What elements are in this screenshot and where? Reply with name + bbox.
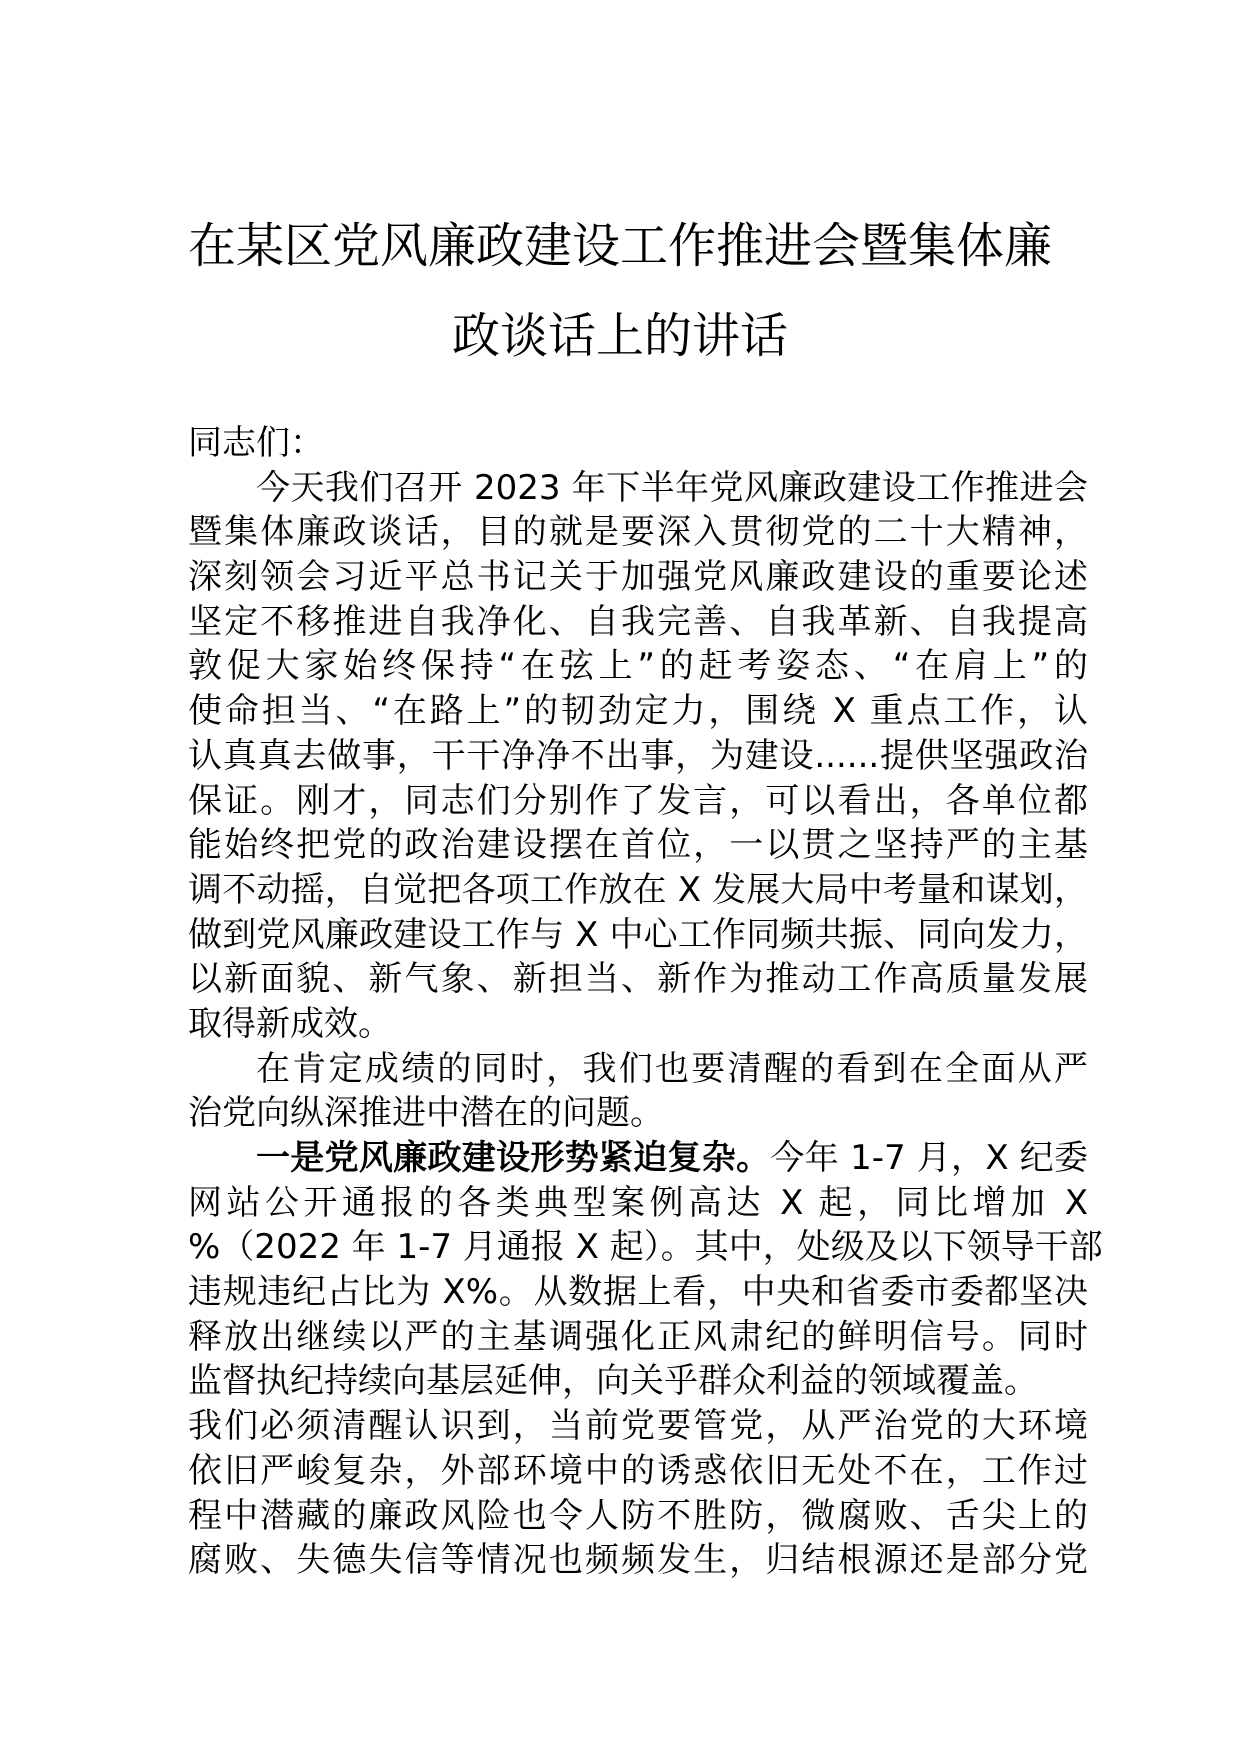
salutation: 同志们： (188, 423, 324, 463)
body-line: 在肯定成绩的同时，我们也要清醒的看到在全面从严 (256, 1048, 1088, 1089)
body-line: 坚定不移推进自我净化、自我完善、自我革新、自我提高 (188, 601, 1088, 642)
document-title-line-1: 在某区党风廉政建设工作推进会暨集体廉 (187, 218, 1052, 274)
point-one-line (188, 1136, 1088, 1181)
body-line: 做到党风廉政建设工作与 X 中心工作同频共振、同向发力， (188, 914, 1088, 955)
body-line: 程中潜藏的廉政风险也令人防不胜防，微腐败、舌尖上的 (188, 1495, 1088, 1536)
document-title-line-2: 政谈话上的讲话 (451, 308, 788, 364)
body-line: 深刻领会习近平总书记关于加强党风廉政建设的重要论述 (188, 557, 1088, 598)
body-line: 释放出继续以严的主基调强化正风肃纪的鲜明信号。同时 (188, 1316, 1088, 1357)
body-line: 腐败、失德失信等情况也频频发生，归结根源还是部分党 (188, 1540, 1088, 1581)
body-line: 使命担当、“在路上”的韧劲定力，围绕 X 重点工作，认 (188, 691, 1088, 732)
point-one-heading: 一是党风廉政建设形势紧迫复杂。 (256, 1138, 771, 1178)
body-line: 暨集体廉政谈话，目的就是要深入贯彻党的二十大精神， (188, 512, 1088, 553)
body-line: 网站公开通报的各类典型案例高达 X 起，同比增加 X (188, 1182, 1088, 1223)
body-line: 我们必须清醒认识到，当前党要管党，从严治党的大环境 (188, 1406, 1088, 1447)
body-line: 调不动摇，自觉把各项工作放在 X 发展大局中考量和谋划， (188, 869, 1088, 910)
body-line: 违规违纪占比为 X%。从数据上看，中央和省委市委都坚决 (188, 1272, 1088, 1313)
body-line: 今天我们召开 2023 年下半年党风廉政建设工作推进会 (256, 467, 1088, 508)
document-body (188, 421, 1103, 1583)
body-line: 监督执纪持续向基层延伸，向关乎群众利益的领域覆盖。 (188, 1361, 1038, 1402)
body-line: 依旧严峻复杂，外部环境中的诱惑依旧无处不在，工作过 (188, 1450, 1088, 1491)
body-line: 能始终把党的政治建设摆在首位，一以贯之坚持严的主基 (188, 825, 1088, 866)
body-line: 认真真去做事，干干净净不出事，为建设......提供坚强政治 (188, 735, 1088, 776)
body-line: 以新面貌、新气象、新担当、新作为推动工作高质量发展 (188, 959, 1088, 1000)
body-line: %（2022 年 1-7 月通报 X 起）。其中，处级及以下领导干部 (188, 1227, 1103, 1268)
body-line: 取得新成效。 (188, 1003, 392, 1044)
body-line: 保证。刚才，同志们分别作了发言，可以看出，各单位都 (188, 780, 1088, 821)
body-line: 治党向纵深推进中潜在的问题。 (188, 1093, 664, 1134)
point-one-text: 今年 1-7 月，X 纪委 (770, 1138, 1089, 1178)
body-line: 敦促大家始终保持“在弦上”的赶考姿态、“在肩上”的 (188, 646, 1088, 687)
